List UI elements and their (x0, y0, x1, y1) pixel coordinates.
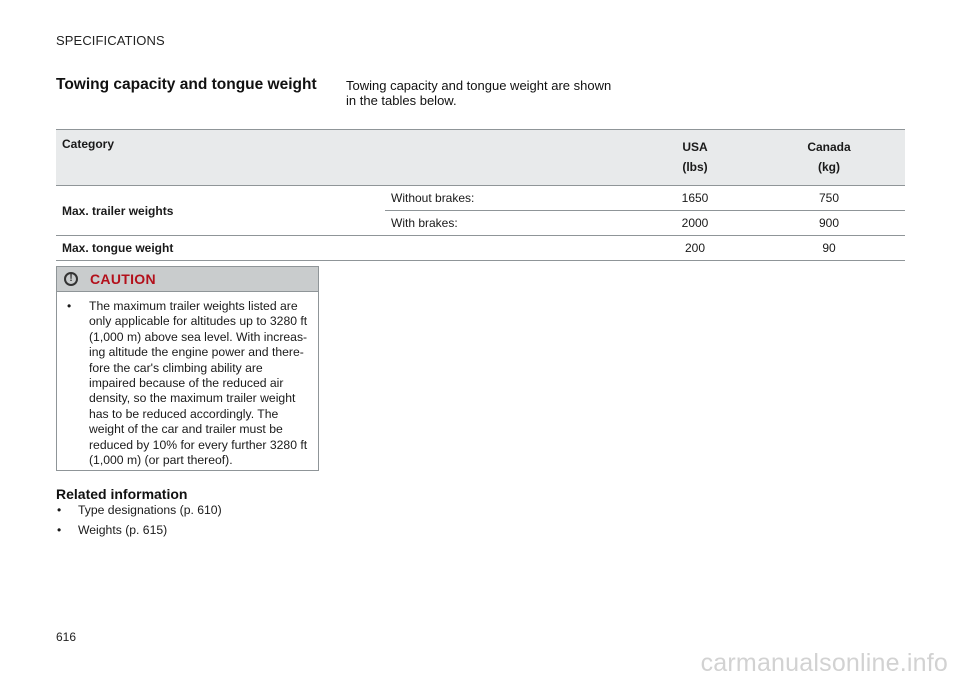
cell-usa: 200 (637, 236, 753, 261)
row-sub-without-brakes: Without brakes: (385, 186, 637, 211)
table-row (56, 236, 905, 261)
header-usa (637, 130, 753, 186)
caution-text: The maximum trailer weights listed are only applicable for altitudes up to 3280 ft (1,000 m) above sea level. With increas-ing altitude the engine power and there-fore the car's climbing ability are impaired because of the reduced air density, so the maximum trailer weight has to be reduced accordingly. The weight of the car and trailer must be reduced by 10% for every further 3280 ft (1,000 m) (or part thereof). (89, 299, 308, 468)
exclamation-circle-icon: ! (64, 272, 78, 286)
cell-canada: 900 (753, 211, 905, 236)
row-label-max-tongue-weight: Max. tongue weight (56, 236, 637, 261)
caution-title: CAUTION (90, 271, 156, 287)
header-usa-label: USA (682, 140, 708, 154)
header-canada-unit: (kg) (818, 160, 840, 174)
related-information-heading: Related information (56, 486, 188, 502)
related-information-list (56, 503, 222, 543)
cell-usa: 2000 (637, 211, 753, 236)
towing-capacity-table (56, 129, 905, 261)
caution-box (56, 266, 319, 471)
list-item[interactable] (56, 523, 222, 543)
header-category: Category (56, 130, 637, 186)
intro-text: Towing capacity and tongue weight are shown in the tables below. (346, 78, 612, 108)
header-usa-unit: (lbs) (682, 160, 708, 174)
caution-body (57, 292, 318, 468)
header-canada-label: Canada (807, 140, 851, 154)
list-item[interactable] (56, 503, 222, 523)
header-canada (753, 130, 905, 186)
bullet-icon: • (57, 523, 62, 537)
cell-canada: 90 (753, 236, 905, 261)
table-row (56, 186, 905, 211)
page-number: 616 (56, 630, 77, 644)
row-sub-with-brakes: With brakes: (385, 211, 637, 236)
watermark: carmanualsonline.info (700, 649, 948, 677)
cell-canada: 750 (753, 186, 905, 211)
bullet-icon: • (67, 299, 72, 313)
row-label-max-trailer-weights: Max. trailer weights (56, 186, 385, 236)
cell-usa: 1650 (637, 186, 753, 211)
related-link-type-designations[interactable]: Type designations (p. 610) (78, 503, 222, 517)
page-title: Towing capacity and tongue weight (56, 76, 317, 93)
section-header: SPECIFICATIONS (56, 33, 165, 48)
table-header-row (56, 130, 905, 186)
bullet-icon: • (57, 503, 62, 517)
related-link-weights[interactable]: Weights (p. 615) (78, 523, 168, 537)
caution-header (57, 267, 318, 292)
